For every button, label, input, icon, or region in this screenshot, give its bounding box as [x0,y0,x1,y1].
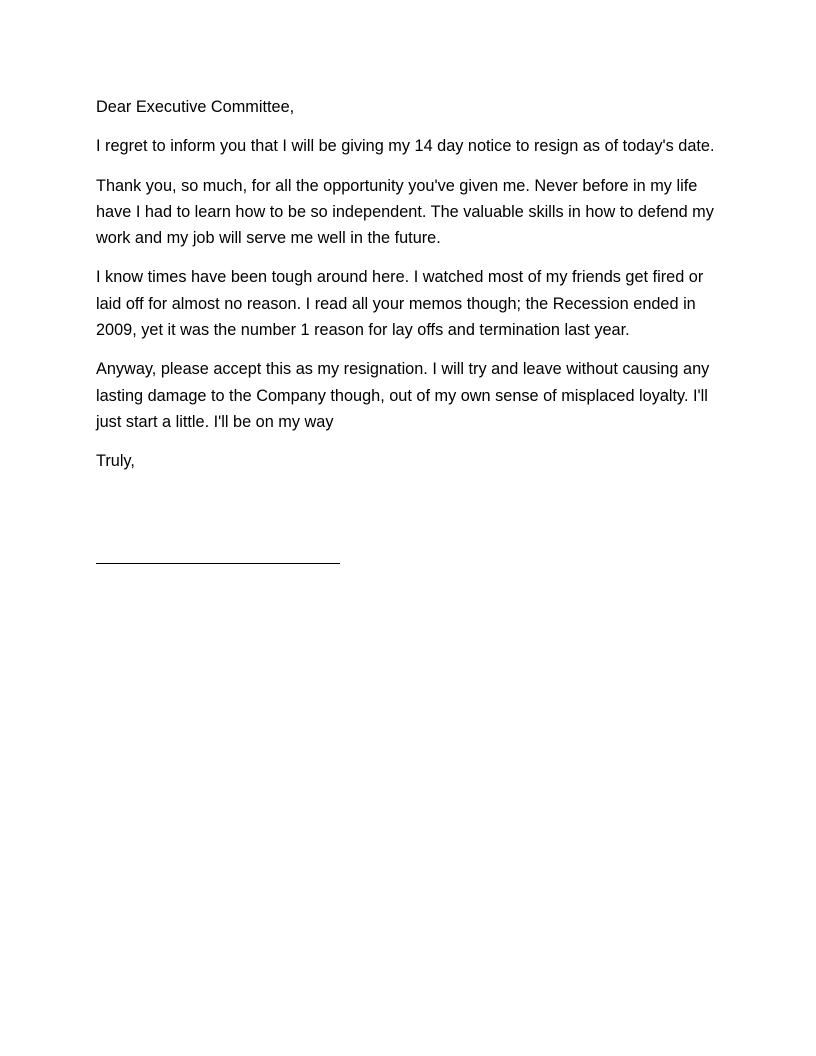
letter-paragraph-thanks: Thank you, so much, for all the opportunity you've given me. Never before in my life have I had to learn how to be so independent. The valuable skills in how to defend my work and my job will serve me well in the future. [96,176,714,248]
letter-paragraph-notice: I regret to inform you that I will be giving my 14 day notice to resign as of today's date. [96,137,715,156]
letter-closing: Truly, [96,452,135,471]
letter-body [96,94,722,475]
letter-paragraph-times: I know times have been tough around here. I watched most of my friends get fired or laid off for almost no reason. I read all your memos though; the Recession ended in 2009, yet it was the number 1 reason for lay offs and termination last year. [96,268,704,340]
letter-paragraph-resignation: Anyway, please accept this as my resignation. I will try and leave without causing any lasting damage to the Company though, out of my own sense of misplaced loyalty. I'll just start a little. I'll be on my way [96,360,710,431]
signature-line [96,563,340,564]
letter-salutation: Dear Executive Committee, [96,98,295,116]
